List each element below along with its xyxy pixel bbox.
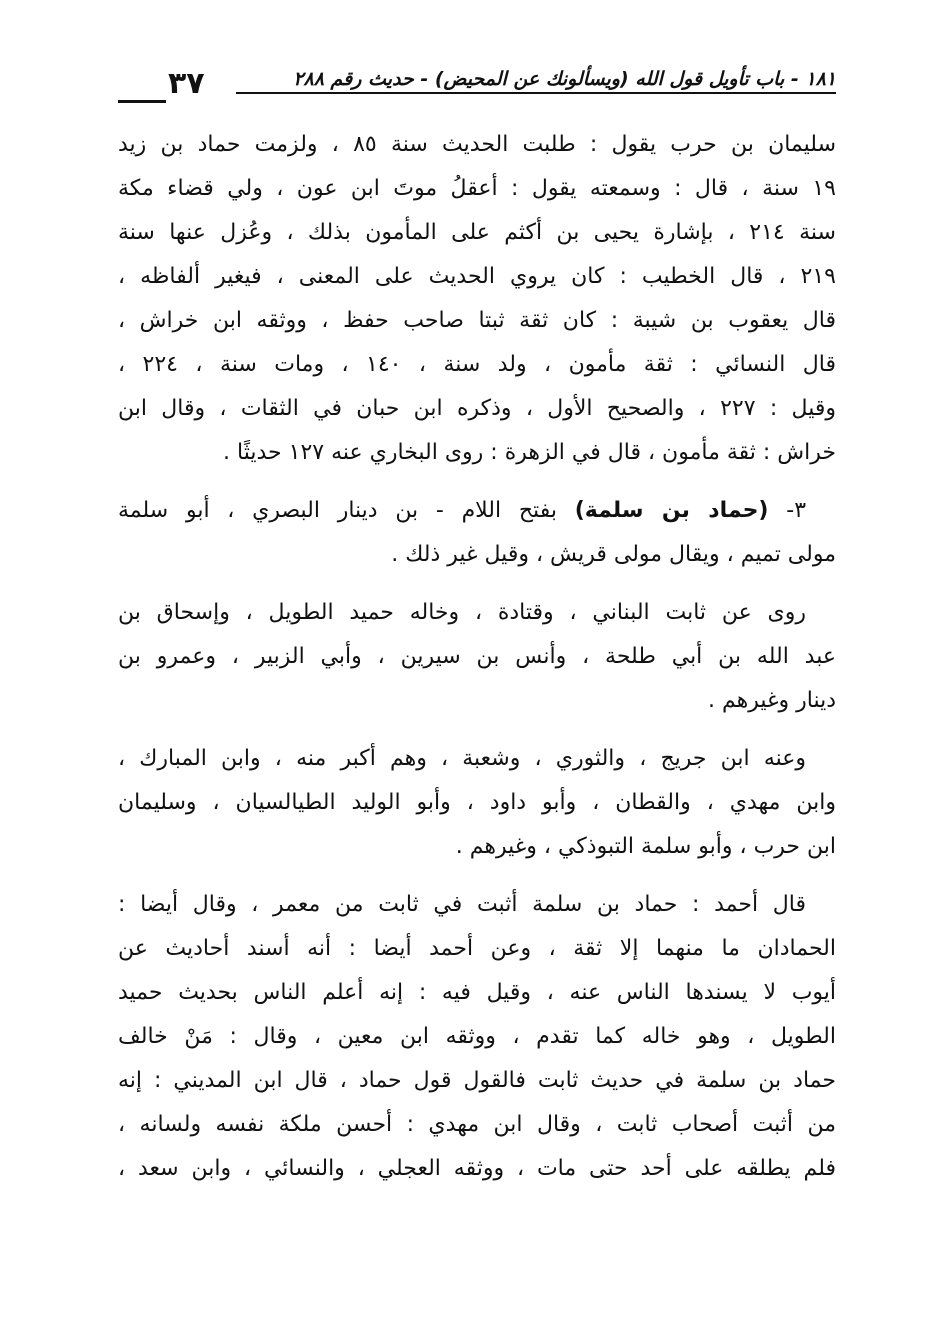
text-line: حماد بن سلمة في حديث ثابت فالقول قول حماد ، قال ابن المديني : إنه [118,1068,836,1093]
text-line: وقيل : ٢٢٧ ، والصحيح الأول ، وذكره ابن حبان في الثقات ، وقال ابن [118,396,836,421]
text-line: الطويل ، وهو خاله كما تقدم ، ووثقه ابن معين ، وقال : مَنْ خالف [118,1024,836,1049]
text-line: دينار وغيرهم . [707,688,836,713]
text-line: أيوب لا يسندها الناس عنه ، وقيل فيه : إنه أعلم الناس بحديث حميد [118,980,836,1005]
running-title: ١٨١ - باب تأويل قول الله (ويسألونك عن المحيض) - حديث رقم ٢٨٨ [236,68,836,94]
text-line: ١٩ سنة ، قال : وسمعته يقول : أعقلُ موتَ ابن عون ، ولي قضاء مكة [118,176,836,201]
text-line: وعنه ابن جريج ، والثوري ، وشعبة ، وهم أكبر منه ، وابن المبارك ، [118,746,806,771]
page-header [118,64,836,108]
text-line: سليمان بن حرب يقول : طلبت الحديث سنة ٨٥ ، ولزمت حماد بن زيد [118,132,836,157]
text-line: ابن حرب ، وأبو سلمة التبوذكي ، وغيرهم . [455,834,836,859]
entry-number: ٣- [786,498,807,523]
body-text [118,123,836,1191]
entry-name: (حماد بن سلمة) [574,498,769,523]
text-line: قال يعقوب بن شيبة : كان ثقة ثبتا صاحب حفظ ، ووثقه ابن خراش ، [118,308,836,333]
paragraph-4 [118,737,836,869]
text-line [118,489,836,533]
text-line: سنة ٢١٤ ، بإشارة يحيى بن أكثم على المأمون بذلك ، وعُزل عنها سنة [118,220,836,245]
text-line: مولى تميم ، ويقال مولى قريش ، وقيل غير ذلك . [391,542,836,567]
header-rule [118,100,166,103]
paragraph-2 [118,489,836,577]
text-line: من أثبت أصحاب ثابت ، وقال ابن مهدي : أحسن ملكة نفسه ولسانه ، [118,1112,836,1137]
page-number: ٣٧ [168,66,205,101]
entry-text: بفتح اللام - بن دينار البصري ، أبو سلمة [118,498,557,523]
paragraph-3 [118,591,836,723]
text-line: خراش : ثقة مأمون ، قال في الزهرة : روى البخاري عنه ١٢٧ حديثًا . [223,440,836,465]
text-line: ٢١٩ ، قال الخطيب : كان يروي الحديث على المعنى ، فيغير ألفاظه ، [118,264,836,289]
paragraph-1 [118,123,836,475]
text-line: الحمادان ما منهما إلا ثقة ، وعن أحمد أيضا : أنه أسند أحاديث عن [118,936,836,961]
text-line: عبد الله بن أبي طلحة ، وأنس بن سيرين ، وأبي الزبير ، وعمرو بن [118,644,836,669]
text-line: روى عن ثابت البناني ، وقتادة ، وخاله حميد الطويل ، وإسحاق بن [118,600,806,625]
text-line: قال أحمد : حماد بن سلمة أثبت في ثابت من معمر ، وقال أيضا : [118,892,806,917]
paragraph-5 [118,883,836,1191]
text-line: قال النسائي : ثقة مأمون ، ولد سنة ، ١٤٠ ، ومات سنة ، ٢٢٤ ، [118,352,836,377]
text-line: فلم يطلقه على أحد حتى مات ، ووثقه العجلي ، والنسائي ، وابن سعد ، [118,1156,836,1181]
text-line: وابن مهدي ، والقطان ، وأبو داود ، وأبو الوليد الطيالسيان ، وسليمان [118,790,836,815]
